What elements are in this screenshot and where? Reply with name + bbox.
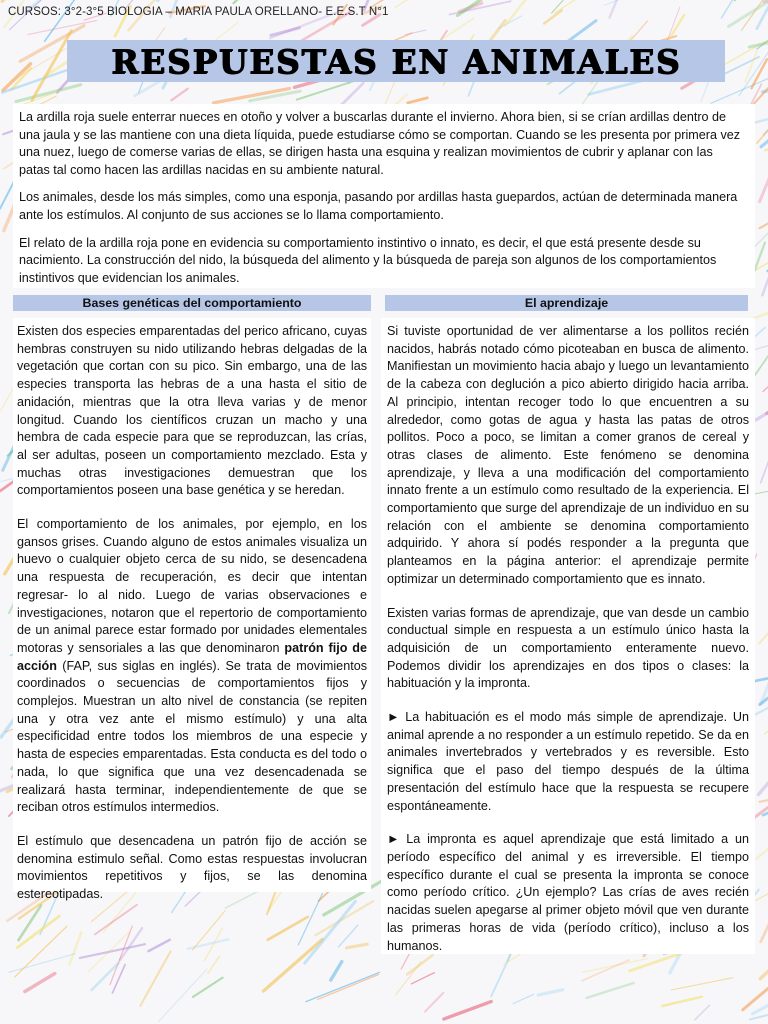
intro-paragraph: Los animales, desde los más simples, como una esponja, pasando por ardillas hasta guepardos, actúan de determinada manera ante los estímulos. Al conjunto de sus acciones se lo llama comportamiento. [19,190,738,222]
crayon-stroke [763,346,768,391]
crayon-stroke [662,997,702,1006]
crayon-stroke [408,98,427,103]
crayon-stroke [316,901,374,935]
crayon-stroke [610,0,631,18]
left-paragraph: Existen dos especies emparentadas del perico africano, cuyas hembras construyen su nido utilizando hebras delgadas de la vegetación que cortan con su pico. Sin embargo, una de las especies transporta las hebras de a una hasta el sitio de anidación, mientras que la otra lleva varias y de menor longitud. Cuando los científicos cruzan un macho y una hembra de cada especie para que se reproduzcan, las crías, al ser adultas, poseen un comportamiento mezclado. Esta y muchas otras investigaciones demuestran que los comportamientos poseen una base genética y se heredan. [17,324,367,498]
crayon-stroke [760,157,768,201]
right-column-text [381,318,755,954]
crayon-stroke [339,925,358,947]
left-paragraph [17,516,367,817]
crayon-stroke [25,974,55,992]
crayon-stroke [743,981,768,1010]
crayon-stroke [69,932,81,964]
crayon-stroke [188,939,229,949]
crayon-stroke [761,438,768,482]
crayon-stroke [341,83,363,105]
crayon-stroke [559,80,576,93]
highlighted-term: patrón fijo de acción [17,640,367,673]
intro-section [13,104,755,288]
crayon-stroke [171,89,187,101]
crayon-stroke [760,796,768,802]
text-run: El comportamiento de los animales, por ejemplo, en los gansos grises. Cuando alguno de estos animales visualiza un huevo o cualquier objeto cerca de su nido, se desencadena una respuesta de recuperación, es decir que intentan regresar- lo al nido. Luego de varias observaciones e investigaciones, notaron que el repertorio de comportamiento de un animal parece estar formado por unidades elementales motoras y sensoriales a las que denominaron [17,517,367,655]
crayon-stroke [753,1000,768,1014]
crayon-stroke [586,983,633,998]
crayon-stroke [16,85,81,102]
left-paragraph: El estímulo que desencadena un patrón fijo de acción se denomina estimulo señal. Como estas respuestas involucran movimientos repetitivos y fijos, se las denomina estereotipadas. [17,833,367,902]
crayon-stroke [755,349,768,376]
crayon-stroke [9,954,75,973]
crayon-stroke [2,0,51,2]
crayon-stroke [263,939,322,991]
crayon-stroke [695,1005,709,1019]
crayon-stroke [28,21,97,35]
crayon-stroke [110,926,132,984]
crayon-stroke [233,0,274,3]
right-paragraph: ► La impronta es aquel aprendizaje que está limitado a un período específico del animal y es irreversible. El tiempo específico durante el cual se presenta la impronta se conoce como período crítico. ¿Un ejemplo? Las crías de aves recién nacidas suelen apegarse al primer objeto móvil que ven durante las primeras horas de vida (período crítico), incluso a los humanos. [387,832,749,953]
crayon-stroke [762,268,768,295]
page-title: RESPUESTAS EN ANIMALES [110,42,682,81]
crayon-stroke [193,978,223,997]
crayon-stroke [425,993,443,1012]
crayon-stroke [721,0,735,18]
crayon-stroke [395,0,459,7]
crayon-stroke [80,944,145,958]
crayon-stroke [538,990,562,995]
crayon-stroke [148,940,169,951]
crayon-stroke [759,598,768,643]
crayon-stroke [158,969,207,1022]
right-paragraph: ► La habituación es el modo más simple de aprendizaje. Un animal aprende a no responder a un estímulo repetido. Se da en animales invertebrados y vertebrados y es reversible. Esto significa que el paso del tiempo después de la última presentación del estímulo hace que la respuesta se recupere espontáneamente. [387,710,749,813]
course-header: CURSOS: 3°2-3°5 BIOLOGIA – MARIA PAULA ORELLANO- E.E.S.T N°1 [8,6,389,18]
crayon-stroke [513,994,534,1003]
crayon-stroke [761,125,768,147]
crayon-stroke [749,42,768,47]
crayon-stroke [604,0,649,5]
crayon-stroke [759,202,768,228]
crayon-stroke [208,956,219,973]
crayon-stroke [761,872,768,942]
crayon-stroke [444,1002,491,1019]
crayon-stroke [407,955,432,974]
crayon-stroke [331,962,342,981]
crayon-stroke [346,944,367,948]
left-column-text [13,318,371,902]
left-column-heading: Bases genéticas del comportamiento [13,295,371,311]
crayon-stroke [411,973,434,984]
crayon-stroke [672,978,733,990]
crayon-stroke [120,928,142,960]
right-paragraph: Existen varias formas de aprendizaje, que van desde un cambio conductual simple en respuesta a un estímulo único hasta la adquisición de un comportamiento enteramente nuevo. Podemos dividir los aprendizajes en dos tipos o clases: la habituación y la impronta. [387,605,749,691]
crayon-stroke [758,755,768,795]
crayon-stroke [306,972,380,1001]
intro-paragraph: La ardilla roja suele enterrar nueces en otoño y volver a buscarlas durante el invierno. Ahora bien, si se crían ardillas dentro de una jaula y se las mantiene con una dieta líquida, puede estudiarse cómo se comportan. Cuando se les presenta por primera vez una nuez, luego de comerse varias de ellas, se dirigen hasta una esquina y realizan movimientos de cubrir y aplanar con las patas tal como hacen las ardillas nacidas en su ambiente natural. [19,110,741,177]
intro-paragraph: El relato de la ardilla roja pone en evidencia su comportamiento instintivo o innato, es decir, el que está presente desde su nacimiento. La construcción del nido, la búsqueda del alimento y la búsqueda de pareja son algunos de los comportamientos instintivos que evidencian los animales. [19,235,717,285]
crayon-stroke [756,813,768,859]
title-banner [67,40,725,82]
crayon-stroke [764,112,768,135]
crayon-stroke [318,974,379,999]
text-run: (FAP, sus siglas en inglés). Se trata de movimientos coordinados o secuencias de comportamientos fijos y complejos. Muestran un alto nivel de constancia (se repiten una y otra vez ante el mismo estímulo) y una alta especificidad entre todos los miembros de una especie y hasta de especies emparentadas. Esta conducta es del todo o nada, lo que significa que una vez desencadenada se realizará hasta terminar, independientemente de que se reciban otros estímulos intermedios. [17,658,367,815]
right-column-heading: El aprendizaje [385,295,748,311]
crayon-stroke [140,951,170,1005]
crayon-stroke [92,963,119,990]
crayon-stroke [729,0,768,26]
right-paragraph: Si tuviste oportunidad de ver alimentarse a los pollitos recién nacidos, habrás notado cómo picoteaban en busca de alimento. Manifiestan un movimiento hacia abajo y luego un levantamiento de la cabeza con deglución a pico abierto dirigido hacia arriba. Al principio, intentan recoger todo lo que encuentren a su alrededor, como gotas de agua y hasta las patas de otros pollitos. Poco a poco, se limitan a comer granos de cereal y otras clases de alimento. Este fenómeno se denomina aprendizaje, y lleva a una modificación del comportamiento innato frente a un estímulo como resultado de la experiencia. El comportamiento que surge del aprendizaje de un individuo en su relación con el ambiente se denomina comportamiento adquirido. Y ahora sí podés responder a la pregunta que planteamos en la página anterior: el aprendizaje permite optimizar un determinado comportamiento que es innato. [387,324,749,586]
